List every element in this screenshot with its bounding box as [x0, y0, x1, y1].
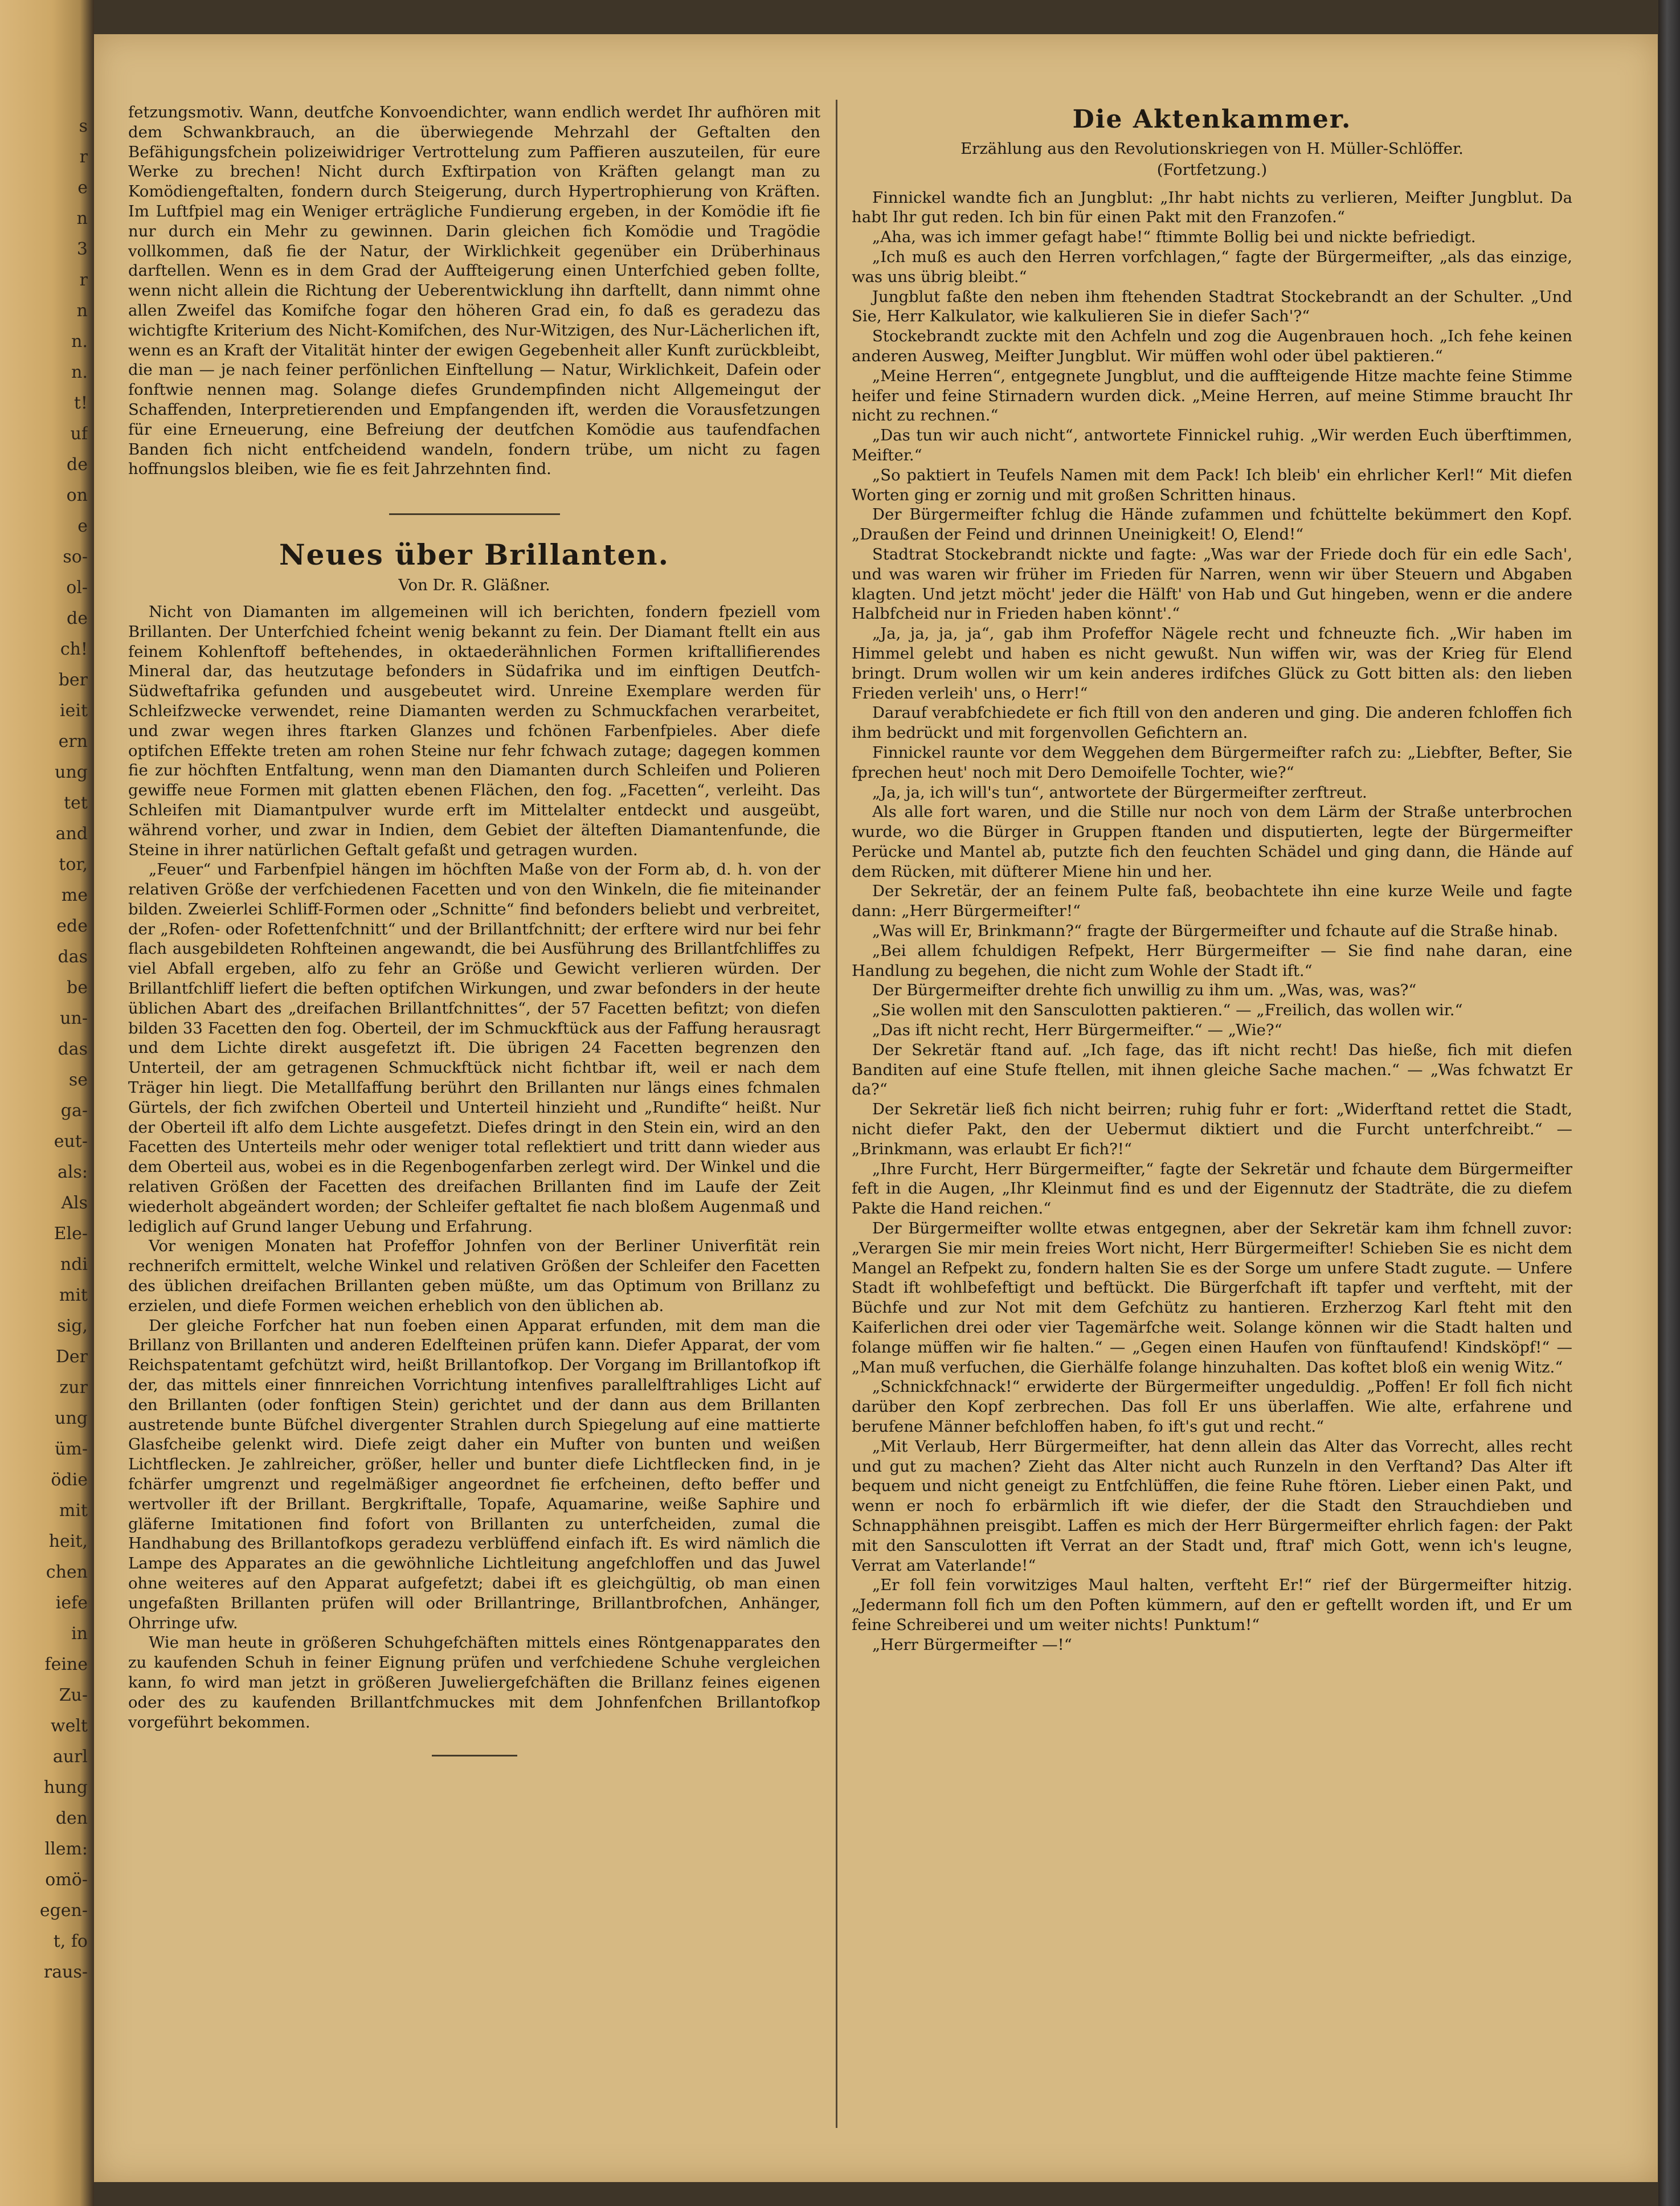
paragraph: „Meine Herren“, entgegnete Jungblut, und die auffteigende Hitze machte feine Stimme heifer und feine Stirnadern wurden dick. „Meine Herren, auf meine Stimme braucht Ihr nicht zu rechnen.“ [852, 366, 1572, 425]
paragraph: „Bei allem fchuldigen Refpekt, Herr Bürgermeifter — Sie find nahe daran, eine Handlung zu begehen, die nicht zum Wohle der Stadt ift.“ [852, 941, 1572, 980]
gutter-fragment: sig, [57, 1316, 88, 1336]
gutter-fragment: be [67, 978, 88, 998]
story-title: Die Aktenkammer. [1072, 105, 1352, 134]
paragraph: Wie man heute in größeren Schuhgefchäften mittels eines Röntgenapparates den zu kaufenden Schuh in feiner Eignung prüfen und verfchiedene Schuhe vergleichen kann, fo wird man jetzt in größeren Juweliergefchäften die Brillanz feines eigenen oder des zu kaufenden Brillantfchmuckes mit dem Johnfenfchen Brillantofkop vorgeführt bekommen. [128, 1633, 820, 1731]
gutter-fragment: raus- [43, 1962, 88, 1982]
gutter-fragment: me [61, 885, 88, 905]
gutter-fragment: heit, [48, 1531, 88, 1551]
gutter-fragment: das [58, 947, 88, 967]
gutter-fragment: e [77, 178, 88, 198]
gutter-fragment: un- [60, 1008, 88, 1028]
gutter-fragment: ieit [60, 701, 88, 721]
gutter-fragment: so- [63, 547, 88, 567]
gutter-fragment: in [71, 1624, 88, 1644]
paragraph: Der Bürgermeifter fchlug die Hände zufammen und fchüttelte bekümmert den Kopf. „Draußen der Feind und drinnen Uneinigkeit! O, Elend!“ [852, 505, 1572, 544]
paragraph: Vor wenigen Monaten hat Profeffor Johnfen von der Berliner Univerfität rein rechnerifch ermittelt, welche Winkel und relativen Größen der Schleifer den Facetten des üblichen dreifachen Brillanten geben müßte, um das Optimum von Brillanz zu erzielen, und diefe Formen weichen erheblich von den üblichen ab. [128, 1237, 820, 1315]
article-brillanten [128, 538, 820, 1732]
gutter-fragment: chen [46, 1562, 88, 1582]
paragraph: Der Sekretär ließ fich nicht beirren; ruhig fuhr er fort: „Widerftand rettet die Stadt, nicht diefer Pakt, den der Uebermut diktiert und die Furcht unterfchreibt.“ — „Brinkmann, was erlaubt Er fich?!“ [852, 1100, 1572, 1158]
paragraph: Stockebrandt zuckte mit den Achfeln und zog die Augenbrauen hoch. „Ich fehe keinen anderen Ausweg, Meifter Jungblut. Wir müffen wohl oder übel paktieren.“ [852, 327, 1572, 365]
gutter-fragment: üm- [55, 1439, 88, 1459]
paragraph: fetzungsmotiv. Wann, deutfche Konvoendichter, wann endlich werdet Ihr aufhören mit dem Schwankbrauch, an die überwiegende Mehrzahl der Geftalten den Befähigungsfchein polizeiwidriger Vertrottelung zum Paffieren auszuteilen, für eure Werke zu brechen! Nicht durch Exftirpation von Kräften gelangt man zu Komödiengeftalten, fondern durch Steigerung, durch Hypertrophierung von Kräften. Im Luftfpiel mag ein Weniger erträgliche Fundierung ergeben, in der Komödie ift fie nur durch ein Mehr zu gewinnen. Darin gleichen fich Komödie und Tragödie vollkommen, daß fie der Natur, der Wirklichkeit gegenüber ein Drüberhinaus darftellen. Wenn es in dem Grad der Auffteigerung einen Unterfchied geben follte, wenn nicht allein die Richtung der Ueberentwicklung ihn darftellt, dann nimmt ohne allen Zweifel das Komifche fogar den höheren Grad ein, fo daß es geradezu das wichtigfte Kriterium des Nicht-Komifchen, des Nur-Witzigen, des Nur-Lächerlichen ift, wenn es an Kraft der Vitalität hinter der ewigen Gegebenheit aller Kunft zurückbleibt, die man — je nach feiner perfönlichen Einftellung — Natur, Wirklichkeit, Dafein oder fonftwie nennen mag. Solange diefes Grundempfinden nicht Allgemeingut der Schaffenden, Interpretierenden und Empfangenden ift, werden die Vorausfetzungen für eine Erneuerung, eine Befreiung der deutfchen Komödie aus taufendfachen Banden fich nicht entfcheidend wandeln, fondern trübe, um nicht zu fagen hoffnungslos bleiben, wie fie es feit Jahrzehnten find. [128, 103, 820, 479]
gutter-fragment: r [79, 147, 88, 167]
newspaper-page [94, 34, 1658, 2182]
gutter-fragment: ung [55, 762, 88, 782]
gutter-fragment: als: [58, 1162, 88, 1182]
gutter-fragment: s [79, 116, 88, 136]
story-continued-note: (Fortfetzung.) [1156, 160, 1268, 179]
gutter-fragment: zur [59, 1378, 88, 1398]
gutter-fragment: ga- [60, 1101, 88, 1121]
gutter-fragment: den [55, 1808, 88, 1828]
paragraph: Finnickel wandte fich an Jungblut: „Ihr habt nichts zu verlieren, Meifter Jungblut. Da habt Ihr gut reden. Ich bin für einen Pakt mit den Franzofen.“ [852, 188, 1572, 227]
article-body [128, 602, 820, 1732]
paragraph: „Mit Verlaub, Herr Bürgermeifter, hat denn allein das Alter das Vorrecht, alles recht und gut zu machen? Zieht das Alter nicht auch Runzeln in den Verftand? Das Alter ift bequem und nicht geneigt zu Entfchlüffen, die feine Ruhe ftören. Lieber einen Pakt, und wenn er noch fo erbärmlich ift wie diefer, der die Stadt den Strauchdieben und Schnapphähnen preisgibt. Laffen es mich der Herr Bürgermeifter ehrlich fagen: der Pakt mit den Sansculotten ift Verrat an der Stadt und, ftraf' mich Gott, wenn ich's leugne, Verrat am Vaterlande!“ [852, 1437, 1572, 1575]
gutter-fragment: egen- [39, 1901, 88, 1921]
end-separator [432, 1755, 517, 1756]
gutter-fragment: n. [71, 332, 88, 352]
paragraph: Der Bürgermeifter drehte fich unwillig zu ihm um. „Was, was, was?“ [872, 981, 1417, 1000]
gutter-fragment: ndi [60, 1255, 88, 1274]
gutter-fragment: r [79, 270, 88, 290]
gutter-fragment: llem: [44, 1839, 88, 1859]
gutter-fragment: ödie [51, 1470, 88, 1490]
story-body [852, 188, 1572, 1655]
gutter-fragment: t! [73, 393, 88, 413]
gutter-fragment: de [67, 608, 88, 628]
gutter-fragment: welt [50, 1716, 88, 1736]
paragraph: „Er foll fein vorwitziges Maul halten, verfteht Er!“ rief der Bürgermeifter hitzig. „Jedermann foll fich um den Poften kümmern, auf den er geftellt worden ift, und Er um feine Schreiberei und um weiter nichts! Punktum!“ [852, 1576, 1572, 1634]
gutter-fragment: ch! [60, 639, 88, 659]
gutter-fragment: ber [58, 670, 88, 690]
paragraph: Jungblut faßte den neben ihm ftehenden Stadtrat Stockebrandt an der Schulter. „Und Sie, Herr Kalkulator, wie kalkulieren Sie in diefer Sach'?“ [852, 287, 1572, 326]
paragraph: Der Sekretär, der an feinem Pulte faß, beobachtete ihn eine kurze Weile und fagte dann: „Herr Bürgermeifter!“ [852, 882, 1572, 921]
paragraph: „Aha, was ich immer gefagt habe!“ ftimmte Bollig bei und nickte befriedigt. [872, 228, 1476, 247]
gutter-fragment: se [68, 1070, 88, 1090]
article-title: Neues über Brillanten. [279, 538, 670, 572]
paragraph: „So paktiert in Teufels Namen mit dem Pack! Ich bleib' ein ehrlicher Kerl!“ Mit diefen Worten ging er zornig und mit großen Schritten hinaus. [852, 465, 1572, 504]
gutter-fragment: on [66, 485, 88, 505]
section-separator [389, 513, 560, 515]
gutter-fragment: ol- [66, 578, 88, 598]
gutter-fragment: ung [55, 1408, 88, 1428]
gutter-fragment: n. [71, 362, 88, 382]
gutter-fragment: ede [56, 916, 88, 936]
paragraph: Der gleiche Forfcher hat nun foeben einen Apparat erfunden, mit dem man die Brillanz von Brillanten und anderen Edelfteinen prüfen kann. Diefer Apparat, der vom Reichspatentamt gefchützt wird, heißt Brillantofkop. Der Vorgang im Brillantofkop ift der, das mittels einer finnreichen Vorrichtung intenfives parallelftrahliges Licht auf den Brillanten (oder fonftigen Stein) gerichtet und der dann aus dem Brillanten austretende bunte Büfchel divergenter Strahlen durch Spiegelung auf eine mattierte Glasfcheibe gelenkt wird. Diefe zeigt daher ein Mufter von bunten und weißen Lichtflecken. Je zahlreicher, größer, heller und bunter diefe Lichtflecken find, in je fchärfer umgrenzt und regelmäßiger angeordnet fie erfcheinen, defto beffer und wertvoller ift der Brillant. Bergkriftalle, Topafe, Aquamarine, weiße Saphire und gläferne Imitationen find fofort von Brillanten zu unterfcheiden, zumal die Handhabung des Brillantofkops geradezu verblüffend einfach ift. Es wird nämlich die Lampe des Apparates an die gewöhnliche Lichtleitung angefchloffen und das Juwel ohne weiteres auf den Apparat aufgefetzt; dabei ift es gleichgültig, ob man einen ungefaßten Brillanten prüfen will oder Brillantringe, Brillantbrofchen, Anhänger, Ohrringe ufw. [128, 1316, 820, 1632]
paragraph: „Das tun wir auch nicht“, antwortete Finnickel ruhig. „Wir werden Euch überftimmen, Meifter.“ [852, 426, 1572, 464]
article-byline: Von Dr. R. Gläßner. [398, 576, 550, 595]
adjacent-page-gutter [0, 0, 94, 2206]
paragraph: „Sie wollen mit den Sansculotten paktieren.“ — „Freilich, das wollen wir.“ [872, 1001, 1463, 1020]
paragraph: „Ich muß es auch den Herren vorfchlagen,“ fagte der Bürgermeifter, „als das einzige, was uns übrig bleibt.“ [852, 247, 1572, 286]
gutter-fragment: ern [58, 732, 88, 751]
gutter-fragment: n [76, 301, 88, 321]
paragraph: „Feuer“ und Farbenfpiel hängen im höchften Maße von der Form ab, d. h. von der relativen Größe der verfchiedenen Facetten und von den Winkeln, die fie miteinander bilden. Zweierlei Schliff-Formen oder „Schnitte“ find befonders beliebt und verbreitet, der „Rofen- oder Rofettenfchnitt“ und der Brillantfchnitt; der erftere wird nur bei fehr flach ausgebildeten Rohfteinen angewandt, die bei Ausführung des Brillantfchliffes zu viel Abfall ergeben, alfo zu fehr an Größe und Gewicht verlieren würden. Der Brillantfchliff liefert die beften optifchen Wirkungen, und zwar befonders in der heute üblichen Abart des „dreifachen Brillantfchnittes“, der 57 Facetten befitzt; von diefen bilden 33 Facetten den fog. Oberteil, der im Schmuckftück aus der Faffung herausragt und dem Lichte direkt ausgefetzt ift. Die übrigen 24 Facetten begrenzen den Unterteil, der am getragenen Schmuckftück nicht fichtbar ift, weil er nach dem Träger hin liegt. Die Metallfaffung berührt den Brillanten nur längs eines fchmalen Gürtels, der fich zwifchen Oberteil und Unterteil hinzieht und „Rundifte“ heißt. Nur der Oberteil ift alfo dem Lichte ausgefetzt. Diefes dringt in den Stein ein, wird an den Facetten des Unterteils mehr oder weniger total reflektiert und tritt dann wieder aus dem Oberteil aus, wobei es in die Regenbogenfarben zerlegt wird. Der Winkel und die relativen Größen der Facetten des dreifachen Brillanten find im Laufe der Zeit wiederholt abgeändert worden; der Schleifer geftaltet fie nach bloßem Augenmaß und lediglich auf Grund langer Uebung und Erfahrung. [128, 860, 820, 1236]
book-binding [1658, 0, 1680, 2206]
paragraph: Als alle fort waren, und die Stille nur noch von dem Lärm der Straße unterbrochen wurde, wo die Bürger in Gruppen ftanden und disputierten, legte der Bürgermeifter Perücke und Mantel ab, putzte fich den feuchten Schädel und ging dann, die Hände auf dem Rücken, mit düfterer Miene hin und her. [852, 803, 1572, 881]
gutter-fragment: hung [43, 1778, 88, 1798]
essay-continuation [128, 103, 820, 479]
gutter-fragment: Der [55, 1347, 88, 1367]
paragraph: „Ja, ja, ja, ja“, gab ihm Profeffor Nägele recht und fchneuzte fich. „Wir haben im Himmel gelebt und haben es nicht gewußt. Nun wiffen wir, was der Krieg für Elend bringt. Drum wollen wir um kein anderes irdifches Glück zu Gott bitten als: den lieben Frieden verleih' uns, o Herr!“ [852, 624, 1572, 702]
paragraph: „Ja, ja, ich will's tun“, antwortete der Bürgermeifter zerftreut. [872, 783, 1367, 802]
gutter-fragment: eut- [54, 1131, 88, 1151]
gutter-fragment: 3 [76, 239, 88, 259]
gutter-fragment: feine [44, 1654, 88, 1674]
gutter-fragment: aurl [52, 1747, 88, 1767]
gutter-fragment: tet [64, 793, 88, 813]
paragraph: „Das ift nicht recht, Herr Bürgermeifter.“ — „Wie?“ [872, 1021, 1282, 1040]
left-column [128, 103, 820, 1756]
gutter-fragment: mit [59, 1285, 88, 1305]
gutter-fragment: and [55, 824, 88, 844]
paragraph: „Was will Er, Brinkmann?“ fragte der Bürgermeifter und fchaute auf die Straße hinab. [872, 922, 1558, 941]
gutter-fragment: tor, [59, 855, 88, 875]
story-subtitle: Erzählung aus den Revolutionskriegen von H. Müller-Schlöffer. [960, 140, 1464, 158]
gutter-fragment: omö- [45, 1870, 88, 1890]
paragraph: „Ihre Furcht, Herr Bürgermeifter,“ fagte der Sekretär und fchaute dem Bürgermeifter feft in die Augen, „Ihr Kleinmut find es und der Eigennutz der Stadträte, die zu diefem Pakte die Hand reichen.“ [852, 1159, 1572, 1218]
paragraph: Der Bürgermeifter wollte etwas entgegnen, aber der Sekretär kam ihm fchnell zuvor: „Verargen Sie mir mein freies Wort nicht, Herr Bürgermeifter! Schieben Sie es nicht dem Mangel an Refpekt zu, fondern halten Sie es der Sorge um unfere Stadt zugute. — Unfere Stadt ift wohlbefeftigt und beftückt. Die Bürgerfchaft ift tapfer und verfteht, mit der Büchfe und zur Not mit dem Gefchütz zu hantieren. Erzherzog Karl fteht mit den Kaiferlichen drei oder vier Tagemärfche weit. Solange können wir die Stadt halten und folange müffen wir fie halten.“ — „Gegen einen Haufen von fünftaufend! Kindsköpf!“ — „Man muß verfuchen, die Gierhälfe folange hinzuhalten. Das koftet bloß ein wenig Witz.“ [852, 1219, 1572, 1376]
gutter-fragment: de [67, 455, 88, 475]
gutter-fragment: t, fo [53, 1931, 88, 1951]
gutter-fragment: n [76, 209, 88, 228]
gutter-fragment: uf [70, 424, 88, 444]
right-column [852, 103, 1572, 1655]
gutter-fragment: iefe [55, 1593, 88, 1613]
gutter-fragment: Als [61, 1193, 88, 1213]
paragraph: Der Sekretär ftand auf. „Ich fage, das ift nicht recht! Das hieße, fich mit diefen Banditen auf eine Stufe ftellen, mit ihnen gleiche Sache machen.“ — „Was fchwatzt Er da?“ [852, 1040, 1572, 1099]
gutter-fragment: Ele- [54, 1224, 88, 1244]
paragraph: Stadtrat Stockebrandt nickte und fagte: „Was war der Friede doch für ein edle Sach', und was waren wir früher im Frieden für Narren, wenn wir über Steuern und Abgaben klagten. Und jetzt möcht' jeder die Hälft' von Hab und Gut hingeben, wenn er die andere Halbfcheid nur in Frieden haben könnt'.“ [852, 545, 1572, 623]
paragraph: „Herr Bürgermeifter —!“ [872, 1635, 1072, 1654]
column-divider [836, 100, 837, 2128]
paragraph: Darauf verabfchiedete er fich ftill von den anderen und ging. Die anderen fchloffen fich ihm bedrückt und mit forgenvollen Gefichtern an. [852, 704, 1572, 742]
gutter-fragment: das [58, 1039, 88, 1059]
gutter-fragment: e [77, 516, 88, 536]
paragraph: Finnickel raunte vor dem Weggehen dem Bürgermeifter rafch zu: „Liebfter, Befter, Sie fprechen heut' noch mit Dero Demoifelle Tochter, wie?“ [852, 743, 1572, 782]
gutter-fragment: mit [59, 1501, 88, 1521]
paragraph: „Schnickfchnack!“ erwiderte der Bürgermeifter ungeduldig. „Poffen! Er foll fich nicht darüber den Kopf zerbrechen. Das foll Er uns überlaffen. Wie alte, erfahrene und berufene Männer befchloffen haben, fo ift's gut und recht.“ [852, 1378, 1572, 1436]
gutter-fragment: Zu- [59, 1685, 88, 1705]
paragraph: Nicht von Diamanten im allgemeinen will ich berichten, fondern fpeziell vom Brillanten. Der Unterfchied fcheint wenig bekannt zu fein. Der Diamant ftellt ein aus feinem Kohlenftoff beftehendes, in oktaederähnlichen Formen kriftallifierendes Mineral dar, das heutzutage befonders in Südafrika und im einftigen Deutfch-Südweftafrika gefunden und ausgebeutet wird. Unreine Exemplare werden für Schleifzwecke verwendet, reine Diamanten werden zu Schmuckfachen verarbeitet, und zwar wegen ihres ftarken Glanzes und fchönen Farbenfpieles. Aber diefe optifchen Effekte treten am rohen Steine nur fehr fchwach zutage; dagegen kommen fie zur höchften Entfaltung, wenn man den Diamanten durch Schleifen und Polieren gewiffe neue Formen mit glatten ebenen Flächen, den fog. „Facetten“, verleiht. Das Schleifen mit Diamantpulver wurde erft im Mittelalter entdeckt und ausgeübt, während vorher, und zwar in Indien, dem Gebiet der älteften Diamantenfunde, die Steine in ihrer natürlichen Geftalt gefaßt und getragen wurden. [128, 602, 820, 859]
